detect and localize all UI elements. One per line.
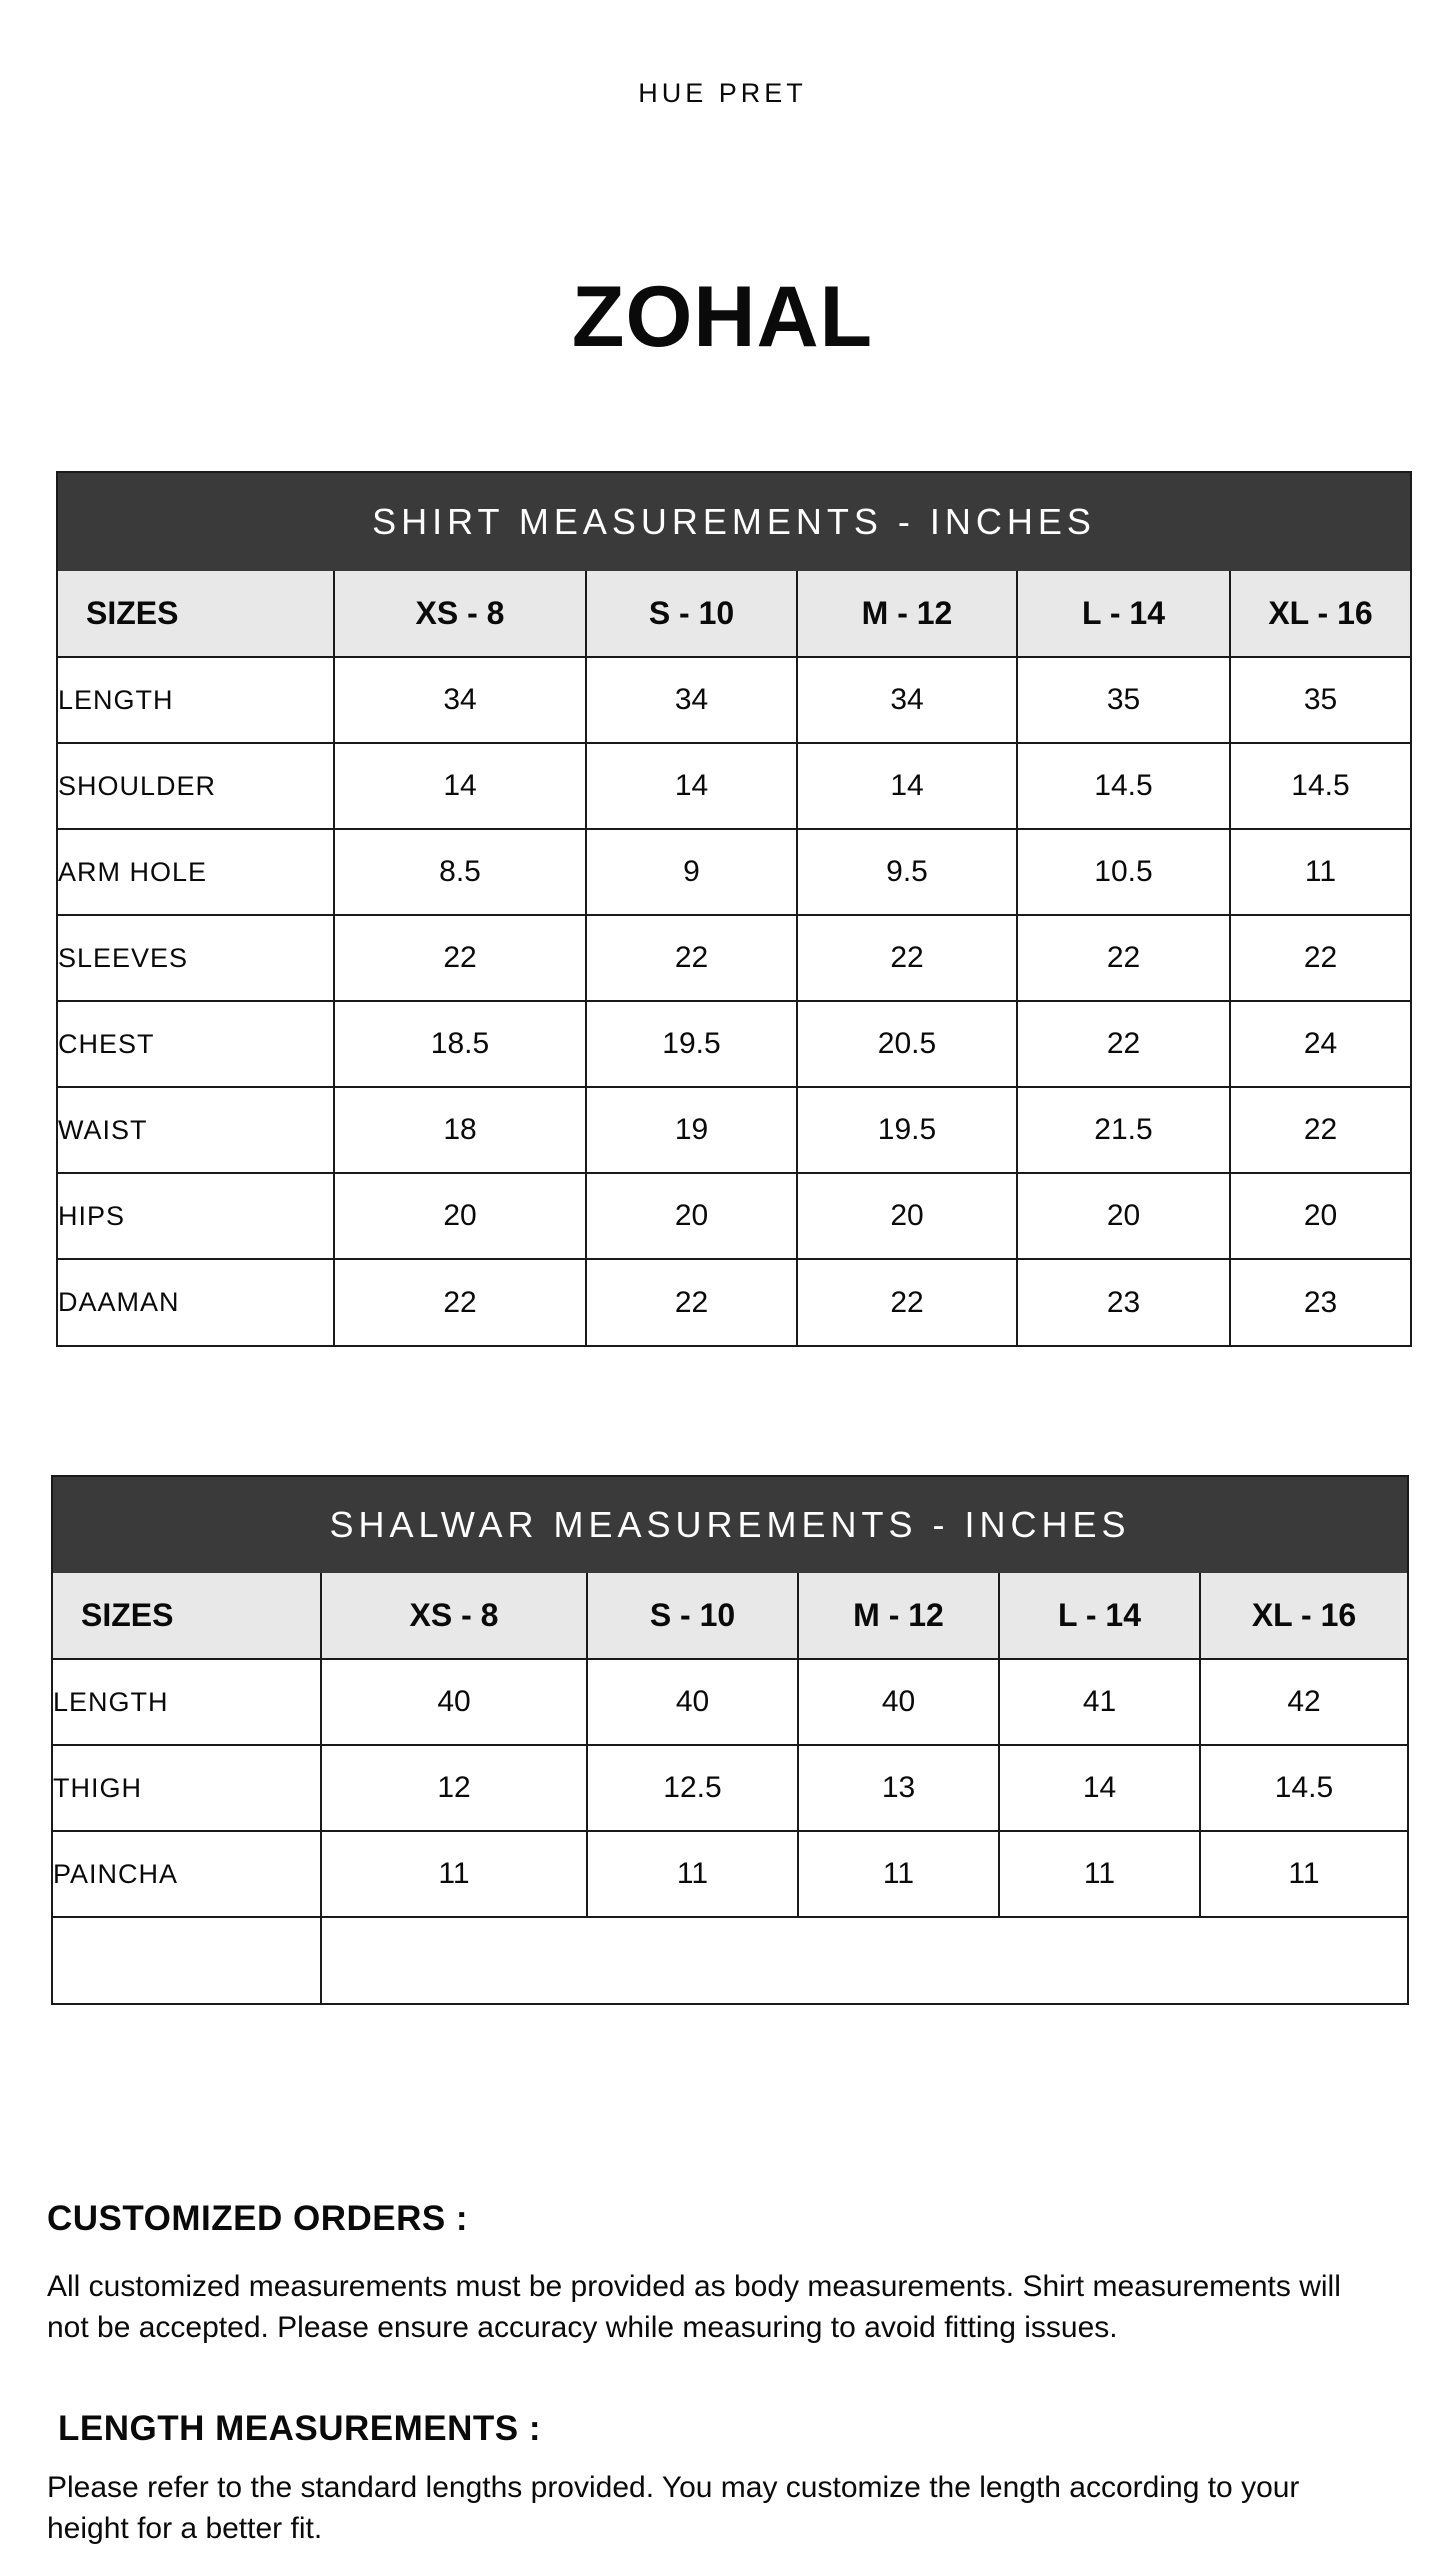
table-row (58, 657, 1410, 743)
measurement-cell: 34 (586, 657, 797, 743)
size-header-m: M - 12 (798, 1573, 999, 1659)
row-label: THIGH (53, 1745, 321, 1831)
shalwar-measurements-chart (51, 1475, 1409, 2005)
table-row (58, 1087, 1410, 1173)
measurement-cell: 22 (1017, 1001, 1230, 1087)
measurement-cell: 40 (587, 1659, 798, 1745)
measurement-cell: 11 (587, 1831, 798, 1917)
measurement-cell: 20 (586, 1173, 797, 1259)
measurement-cell: 14.5 (1200, 1745, 1407, 1831)
measurement-cell: 12 (321, 1745, 587, 1831)
row-label: DAAMAN (58, 1259, 334, 1345)
table-row (58, 1001, 1410, 1087)
customized-orders-text: All customized measurements must be provided as body measurements. Shirt measurements will not be accepted. Please ensure accuracy while measuring to avoid fitting issues. (47, 2270, 1341, 2344)
size-header-xs: XS - 8 (334, 571, 586, 657)
measurement-cell: 22 (334, 915, 586, 1001)
measurement-cell: 19.5 (586, 1001, 797, 1087)
measurement-cell: 13 (798, 1745, 999, 1831)
measurement-cell: 20 (1230, 1173, 1410, 1259)
table-row (53, 1745, 1407, 1831)
table-row (53, 1659, 1407, 1745)
measurement-cell: 11 (321, 1831, 587, 1917)
size-header-xl: XL - 16 (1200, 1573, 1407, 1659)
size-header-s: S - 10 (586, 571, 797, 657)
measurement-cell: 9.5 (797, 829, 1017, 915)
page-title: ZOHAL (571, 269, 874, 365)
measurement-cell: 19.5 (797, 1087, 1017, 1173)
table-header-row (58, 571, 1410, 657)
size-header-xl: XL - 16 (1230, 571, 1410, 657)
measurement-cell: 11 (999, 1831, 1200, 1917)
shirt-measurements-chart (56, 471, 1412, 1347)
measurement-cell: 22 (334, 1259, 586, 1345)
table-row (58, 829, 1410, 915)
measurement-cell: 23 (1017, 1259, 1230, 1345)
measurement-cell: 20 (334, 1173, 586, 1259)
measurement-cell: 18 (334, 1087, 586, 1173)
measurement-cell: 22 (1017, 915, 1230, 1001)
size-header-l: L - 14 (999, 1573, 1200, 1659)
row-label: HIPS (58, 1173, 334, 1259)
table-row (58, 743, 1410, 829)
measurement-cell: 22 (797, 1259, 1017, 1345)
measurement-cell: 21.5 (1017, 1087, 1230, 1173)
measurement-cell: 14 (797, 743, 1017, 829)
measurement-cell: 22 (1230, 915, 1410, 1001)
length-measurements-text: Please refer to the standard lengths provided. You may customize the length according to your height for a better fit. (47, 2471, 1300, 2545)
table-header-row (53, 1573, 1407, 1659)
measurement-cell: 18.5 (334, 1001, 586, 1087)
row-label: LENGTH (53, 1659, 321, 1745)
measurement-cell: 12.5 (587, 1745, 798, 1831)
measurement-cell: 20 (1017, 1173, 1230, 1259)
size-header-l: L - 14 (1017, 571, 1230, 657)
table-row (53, 1831, 1407, 1917)
measurement-cell: 24 (1230, 1001, 1410, 1087)
measurement-cell: 34 (334, 657, 586, 743)
row-label: SLEEVES (58, 915, 334, 1001)
measurement-cell: 22 (586, 1259, 797, 1345)
row-label: WAIST (58, 1087, 334, 1173)
measurement-cell: 22 (797, 915, 1017, 1001)
shirt-chart-heading: SHIRT MEASUREMENTS - INCHES (58, 473, 1410, 571)
shirt-size-table (58, 571, 1410, 1345)
measurement-cell: 11 (1200, 1831, 1407, 1917)
table-row (58, 915, 1410, 1001)
measurement-cell: 14 (586, 743, 797, 829)
measurement-cell: 10.5 (1017, 829, 1230, 915)
size-header-m: M - 12 (797, 571, 1017, 657)
measurement-cell: 19 (586, 1087, 797, 1173)
measurement-cell: 14 (999, 1745, 1200, 1831)
size-header-s: S - 10 (587, 1573, 798, 1659)
measurement-cell: 14 (334, 743, 586, 829)
measurement-cell: 22 (1230, 1087, 1410, 1173)
measurement-cell: 35 (1017, 657, 1230, 743)
measurement-cell: 34 (797, 657, 1017, 743)
customized-orders-heading: CUSTOMIZED ORDERS : (47, 2199, 469, 2238)
sizes-header: SIZES (58, 571, 334, 657)
row-label: CHEST (58, 1001, 334, 1087)
table-row (58, 1259, 1410, 1345)
measurement-cell: 41 (999, 1659, 1200, 1745)
measurement-cell: 11 (798, 1831, 999, 1917)
row-label: SHOULDER (58, 743, 334, 829)
measurement-cell: 14.5 (1230, 743, 1410, 829)
measurement-cell: 8.5 (334, 829, 586, 915)
length-measurements-heading: LENGTH MEASUREMENTS : (58, 2409, 541, 2448)
measurement-cell: 42 (1200, 1659, 1407, 1745)
measurement-cell: 40 (798, 1659, 999, 1745)
table-row (58, 1173, 1410, 1259)
empty-row-label (53, 1917, 321, 2003)
measurement-cell: 40 (321, 1659, 587, 1745)
empty-row-cell (321, 1917, 1407, 2003)
row-label: ARM HOLE (58, 829, 334, 915)
row-label: LENGTH (58, 657, 334, 743)
measurement-cell: 9 (586, 829, 797, 915)
measurement-cell: 14.5 (1017, 743, 1230, 829)
measurement-cell: 23 (1230, 1259, 1410, 1345)
empty-table-row (53, 1917, 1407, 2003)
measurement-cell: 20.5 (797, 1001, 1017, 1087)
measurement-cell: 11 (1230, 829, 1410, 915)
measurement-cell: 20 (797, 1173, 1017, 1259)
measurement-cell: 35 (1230, 657, 1410, 743)
size-header-xs: XS - 8 (321, 1573, 587, 1659)
row-label: PAINCHA (53, 1831, 321, 1917)
shalwar-size-table (53, 1573, 1407, 2003)
sizes-header: SIZES (53, 1573, 321, 1659)
shalwar-chart-heading: SHALWAR MEASUREMENTS - INCHES (53, 1477, 1407, 1573)
measurement-cell: 22 (586, 915, 797, 1001)
brand-name: HUE PRET (638, 78, 807, 108)
